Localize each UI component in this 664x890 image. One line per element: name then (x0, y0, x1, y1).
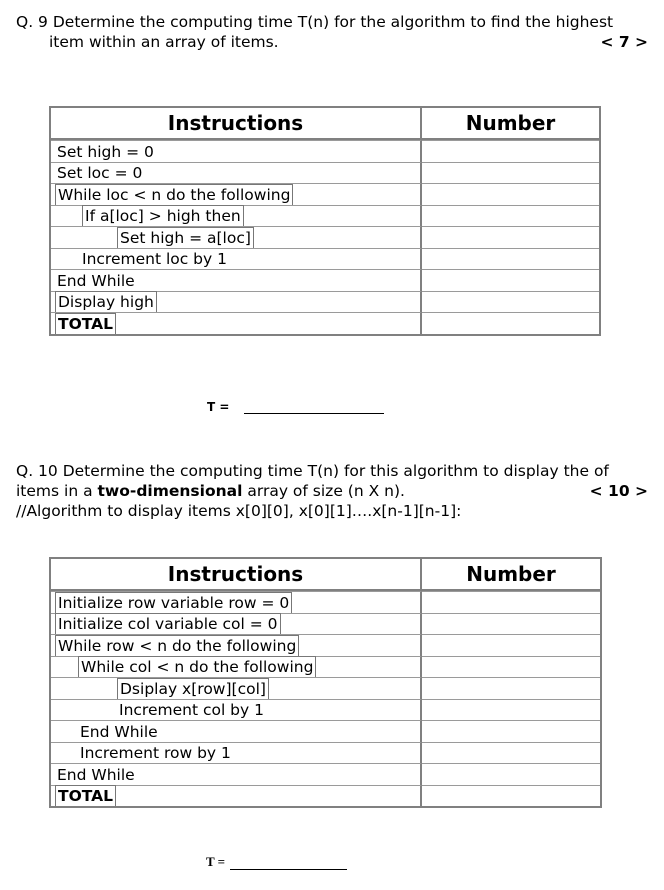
number-cell[interactable] (422, 742, 600, 764)
instruction-text: Increment row by 1 (80, 744, 231, 762)
number-cell[interactable] (422, 634, 600, 656)
q10-answer (206, 854, 347, 870)
q9-table-header (51, 108, 599, 140)
table-row (51, 162, 599, 184)
table-row-total (51, 785, 600, 807)
number-cell[interactable] (422, 226, 599, 248)
table-row (51, 763, 600, 785)
q9-header-number: Number (465, 111, 556, 135)
number-cell[interactable] (422, 656, 600, 678)
instruction-text: If a[loc] > high then (82, 205, 244, 226)
q10-header-number: Number (466, 562, 556, 586)
number-cell[interactable] (422, 763, 600, 785)
q10-answer-blank[interactable] (230, 869, 347, 870)
table-row (51, 291, 599, 313)
q10-question-line1: Q. 10 Determine the computing time T(n) for this algorithm to display the of (16, 462, 609, 480)
instruction-text: End While (57, 765, 135, 784)
q10-question-line2: items in a two-dimensional array of size (n X n). (16, 482, 405, 500)
q9-question-line1: Q. 9 Determine the computing time T(n) for the algorithm to find the highest (16, 13, 614, 31)
instruction-text: While loc < n do the following (55, 184, 293, 205)
table-row (51, 634, 600, 656)
number-cell[interactable] (422, 205, 599, 227)
total-label: TOTAL (55, 785, 116, 806)
table-row (51, 613, 600, 635)
number-cell[interactable] (422, 140, 599, 162)
q9-question-line2: item within an array of items. (49, 33, 279, 51)
table-row (51, 742, 600, 764)
instruction-text: End While (80, 722, 158, 741)
number-cell[interactable] (422, 291, 599, 313)
number-cell[interactable] (422, 591, 600, 613)
q10-algorithm-comment: //Algorithm to display items x[0][0], x[0][1]….x[n-1][n-1]: (16, 502, 462, 520)
number-cell[interactable] (422, 677, 600, 699)
instruction-text: Set high = a[loc] (117, 227, 254, 248)
number-cell[interactable] (422, 248, 599, 270)
instruction-text: Set loc = 0 (57, 164, 143, 182)
q10-table (49, 557, 602, 808)
total-number-cell[interactable] (422, 312, 599, 334)
instruction-text: While row < n do the following (55, 635, 299, 656)
number-cell[interactable] (422, 720, 600, 742)
number-cell[interactable] (422, 699, 600, 721)
q10-header-instructions: Instructions (51, 559, 422, 589)
table-row (51, 205, 599, 227)
instruction-text: Set high = 0 (57, 142, 154, 161)
instruction-text: Display high (55, 291, 157, 312)
q9-t-label: T = (207, 400, 230, 414)
table-row-total (51, 312, 599, 334)
table-row (51, 183, 599, 205)
table-row (51, 591, 600, 613)
instruction-text: End While (57, 271, 135, 290)
table-row (51, 140, 599, 162)
number-cell[interactable] (422, 269, 599, 291)
q10-marks: < 10 > (589, 482, 648, 500)
instruction-text: Increment col by 1 (119, 701, 264, 719)
table-row (51, 656, 600, 678)
table-row (51, 720, 600, 742)
instruction-text: Initialize row variable row = 0 (55, 592, 292, 613)
q9-answer-blank[interactable] (244, 413, 384, 414)
q9-marks: < 7 > (600, 33, 648, 51)
q10-table-header (51, 559, 600, 591)
instruction-text: Initialize col variable col = 0 (55, 613, 281, 634)
number-cell[interactable] (422, 162, 599, 184)
instruction-text: While col < n do the following (78, 656, 316, 677)
instruction-text: Dsiplay x[row][col] (117, 678, 269, 699)
q9-table (49, 106, 601, 336)
total-number-cell[interactable] (422, 785, 600, 807)
table-row (51, 269, 599, 291)
q9-header-instructions: Instructions (51, 108, 422, 138)
table-row (51, 248, 599, 270)
number-cell[interactable] (422, 183, 599, 205)
table-row (51, 677, 600, 699)
total-label: TOTAL (55, 313, 116, 334)
table-row (51, 699, 600, 721)
q10-t-label: T = (206, 854, 226, 869)
q9-answer (207, 400, 384, 414)
number-cell[interactable] (422, 613, 600, 635)
instruction-text: Increment loc by 1 (82, 250, 227, 268)
table-row (51, 226, 599, 248)
